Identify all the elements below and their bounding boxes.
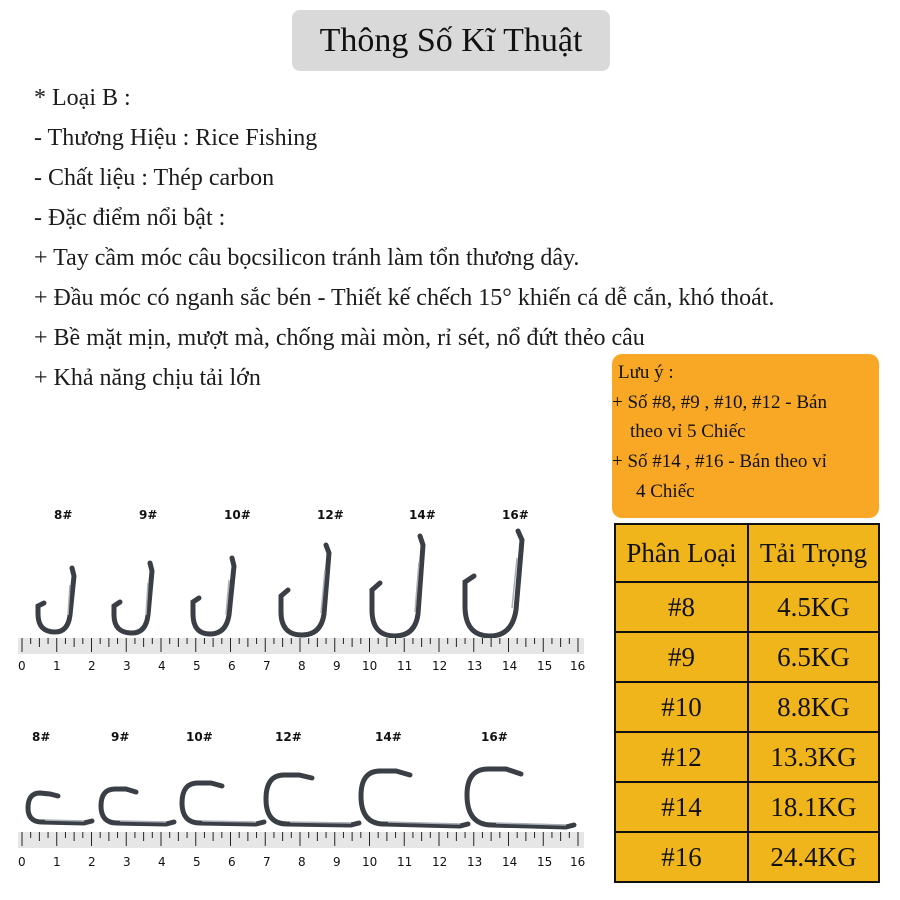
ruler-number: 5 — [193, 855, 201, 869]
spec-brand: - Thương Hiệu : Rice Fishing — [34, 125, 318, 151]
ruler-number: 16 — [570, 855, 586, 869]
hook-size-label: 14# — [375, 730, 402, 744]
hook-size-label: 12# — [275, 730, 302, 744]
note-heading: Lưu ý : — [618, 362, 674, 383]
hook-icon — [114, 563, 152, 633]
ruler-number: 5 — [193, 659, 201, 673]
table-cell-type: #9 — [615, 632, 748, 682]
table-cell-type: #14 — [615, 782, 748, 832]
spec-features-heading: - Đặc điểm nổi bật : — [34, 205, 226, 231]
ruler-number: 2 — [88, 855, 96, 869]
table-cell-load: 13.3KG — [748, 732, 879, 782]
note-line-3: + Số #14 , #16 - Bán theo vỉ — [612, 451, 827, 472]
ruler-number: 14 — [502, 855, 518, 869]
lower-hooks — [18, 730, 585, 869]
ruler-number: 12 — [432, 855, 448, 869]
ruler-strip — [18, 638, 584, 654]
hook-size-label: 8# — [32, 730, 51, 744]
ruler-number: 12 — [432, 659, 448, 673]
ruler-number: 7 — [263, 659, 271, 673]
table-header-load: Tải Trọng — [748, 524, 879, 582]
spec-feature-2: + Đầu móc có nganh sắc bén - Thiết kế chếch 15° khiến cá dễ cắn, khó thoát. — [34, 285, 775, 311]
upper-hooks — [18, 508, 585, 673]
ruler-number: 4 — [158, 855, 166, 869]
note-line-1: + Số #8, #9 , #10, #12 - Bán — [612, 392, 827, 413]
hook-icon — [467, 769, 574, 827]
spec-feature-3: + Bề mặt mịn, mượt mà, chống mài mòn, rỉ sét, nổ đứt thẻo câu — [34, 325, 645, 351]
hook-size-label: 16# — [502, 508, 529, 522]
ruler-number: 15 — [537, 659, 553, 673]
hook-size-label: 12# — [317, 508, 344, 522]
hook-highlight — [120, 821, 166, 822]
table-cell-load: 4.5KG — [748, 582, 879, 632]
ruler-number: 2 — [88, 659, 96, 673]
ruler-number: 8 — [298, 659, 306, 673]
spec-feature-1: + Tay cầm móc câu bọcsilicon tránh làm tổn thương dây. — [34, 245, 580, 271]
hook-size-label: 8# — [54, 508, 73, 522]
ruler-number: 15 — [537, 855, 553, 869]
ruler-number: 3 — [123, 659, 131, 673]
table-header-type: Phân Loại — [615, 524, 748, 582]
ruler-strip — [18, 832, 584, 848]
ruler-number: 7 — [263, 855, 271, 869]
ruler-number: 13 — [467, 855, 483, 869]
hook-icon — [28, 793, 92, 823]
ruler-number: 6 — [228, 855, 236, 869]
ruler-number: 1 — [53, 855, 61, 869]
ruler-number: 4 — [158, 659, 166, 673]
ruler-number: 3 — [123, 855, 131, 869]
table-cell-load: 8.8KG — [748, 682, 879, 732]
hook-icon — [361, 771, 468, 826]
hook-size-label: 14# — [409, 508, 436, 522]
ruler-number: 1 — [53, 659, 61, 673]
ruler-number: 10 — [362, 659, 378, 673]
ruler-number: 11 — [397, 659, 413, 673]
ruler-number: 14 — [502, 659, 518, 673]
hook-icon — [182, 783, 264, 824]
ruler-number: 0 — [18, 659, 26, 673]
hook-size-label: 10# — [186, 730, 213, 744]
spec-feature-4: + Khả năng chịu tải lớn — [34, 365, 261, 391]
ruler-number: 8 — [298, 855, 306, 869]
note-line-2: theo vỉ 5 Chiếc — [630, 421, 746, 442]
hook-size-label: 9# — [111, 730, 130, 744]
table-cell-type: #16 — [615, 832, 748, 882]
ruler-numbers — [18, 659, 585, 673]
ruler-number: 16 — [570, 659, 586, 673]
ruler-number: 9 — [333, 855, 341, 869]
hook-size-label: 16# — [481, 730, 508, 744]
hook-icon — [372, 536, 423, 636]
ruler-number: 11 — [397, 855, 413, 869]
hook-size-label: 9# — [139, 508, 158, 522]
page-title: Thông Số Kĩ Thuật — [292, 10, 610, 71]
table-cell-load: 18.1KG — [748, 782, 879, 832]
ruler-number: 9 — [333, 659, 341, 673]
note-line-4: 4 Chiếc — [636, 481, 695, 502]
table-cell-load: 24.4KG — [748, 832, 879, 882]
hook-highlight — [202, 821, 256, 822]
spec-material: - Chất liệu : Thép carbon — [34, 165, 275, 191]
spec-type: * Loại B : — [34, 85, 131, 111]
ruler-number: 0 — [18, 855, 26, 869]
hook-highlight — [290, 822, 351, 823]
table-cell-type: #12 — [615, 732, 748, 782]
hook-icon — [281, 545, 329, 635]
hook-highlight — [45, 820, 84, 821]
table-cell-type: #8 — [615, 582, 748, 632]
ruler-numbers — [18, 855, 585, 869]
hook-icon — [101, 789, 174, 824]
hook-icon — [266, 775, 359, 825]
table-cell-type: #10 — [615, 682, 748, 732]
hook-size-label: 10# — [224, 508, 251, 522]
hook-icon — [465, 531, 522, 636]
ruler-number: 10 — [362, 855, 378, 869]
table-cell-load: 6.5KG — [748, 632, 879, 682]
ruler-number: 13 — [467, 659, 483, 673]
ruler-number: 6 — [228, 659, 236, 673]
